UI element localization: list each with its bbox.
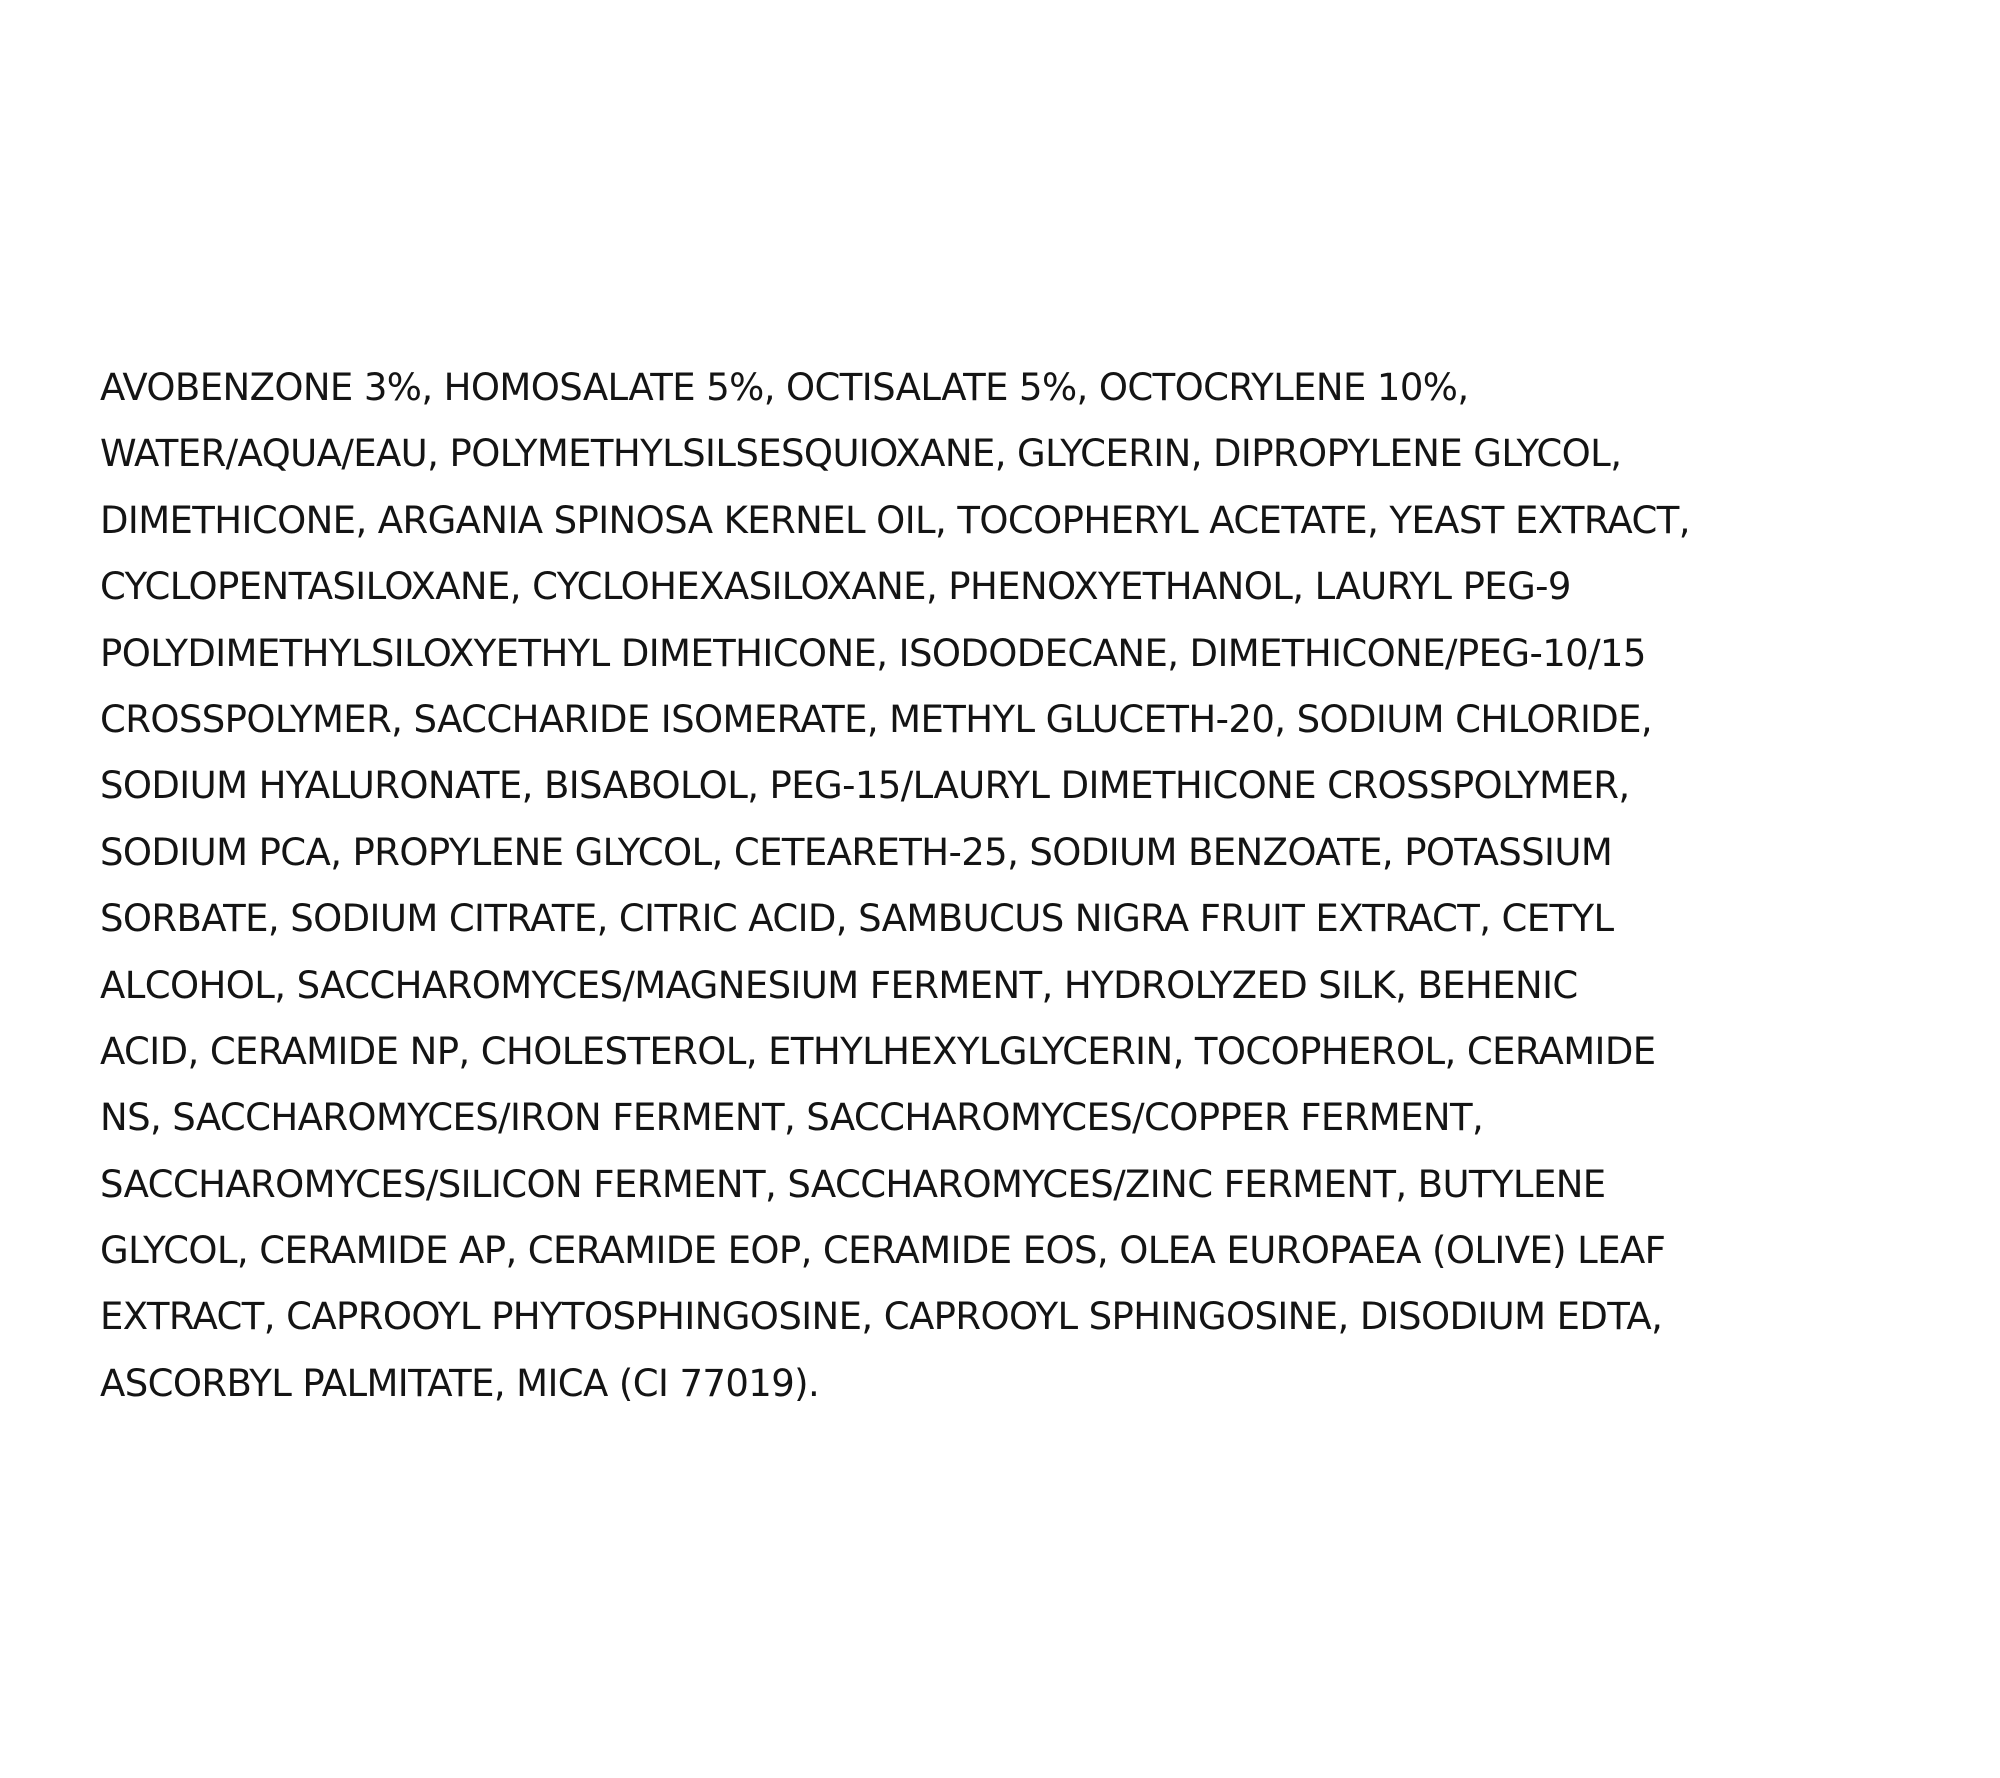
ingredients-line: DIMETHICONE, ARGANIA SPINOSA KERNEL OIL, TOCOPHERYL ACETATE, YEAST EXTRACT, — [100, 498, 1690, 542]
ingredients-list — [100, 355, 1980, 1417]
ingredients-line: ASCORBYL PALMITATE, MICA (CI 77019). — [100, 1361, 820, 1405]
ingredients-line: GLYCOL, CERAMIDE AP, CERAMIDE EOP, CERAMIDE EOS, OLEA EUROPAEA (OLIVE) LEAF — [100, 1229, 1666, 1273]
ingredients-line: SODIUM HYALURONATE, BISABOLOL, PEG-15/LAURYL DIMETHICONE CROSSPOLYMER, — [100, 764, 1630, 808]
ingredients-line: ALCOHOL, SACCHAROMYCES/MAGNESIUM FERMENT, HYDROLYZED SILK, BEHENIC — [100, 963, 1578, 1007]
ingredients-line: SACCHAROMYCES/SILICON FERMENT, SACCHAROMYCES/ZINC FERMENT, BUTYLENE — [100, 1162, 1606, 1206]
ingredients-line: EXTRACT, CAPROOYL PHYTOSPHINGOSINE, CAPROOYL SPHINGOSINE, DISODIUM EDTA, — [100, 1295, 1663, 1339]
ingredients-line: WATER/AQUA/EAU, POLYMETHYLSILSESQUIOXANE, GLYCERIN, DIPROPYLENE GLYCOL, — [100, 432, 1622, 476]
ingredients-line: CROSSPOLYMER, SACCHARIDE ISOMERATE, METHYL GLUCETH-20, SODIUM CHLORIDE, — [100, 697, 1653, 741]
ingredients-line: NS, SACCHAROMYCES/IRON FERMENT, SACCHAROMYCES/COPPER FERMENT, — [100, 1096, 1484, 1140]
ingredients-line: SORBATE, SODIUM CITRATE, CITRIC ACID, SAMBUCUS NIGRA FRUIT EXTRACT, CETYL — [100, 897, 1614, 941]
ingredients-line: ACID, CERAMIDE NP, CHOLESTEROL, ETHYLHEXYLGLYCERIN, TOCOPHEROL, CERAMIDE — [100, 1029, 1656, 1073]
ingredients-line: SODIUM PCA, PROPYLENE GLYCOL, CETEARETH-25, SODIUM BENZOATE, POTASSIUM — [100, 830, 1613, 874]
ingredients-line: CYCLOPENTASILOXANE, CYCLOHEXASILOXANE, PHENOXYETHANOL, LAURYL PEG-9 — [100, 565, 1571, 609]
ingredients-line: POLYDIMETHYLSILOXYETHYL DIMETHICONE, ISODODECANE, DIMETHICONE/PEG-10/15 — [100, 631, 1646, 675]
ingredients-line: AVOBENZONE 3%, HOMOSALATE 5%, OCTISALATE 5%, OCTOCRYLENE 10%, — [100, 366, 1469, 409]
